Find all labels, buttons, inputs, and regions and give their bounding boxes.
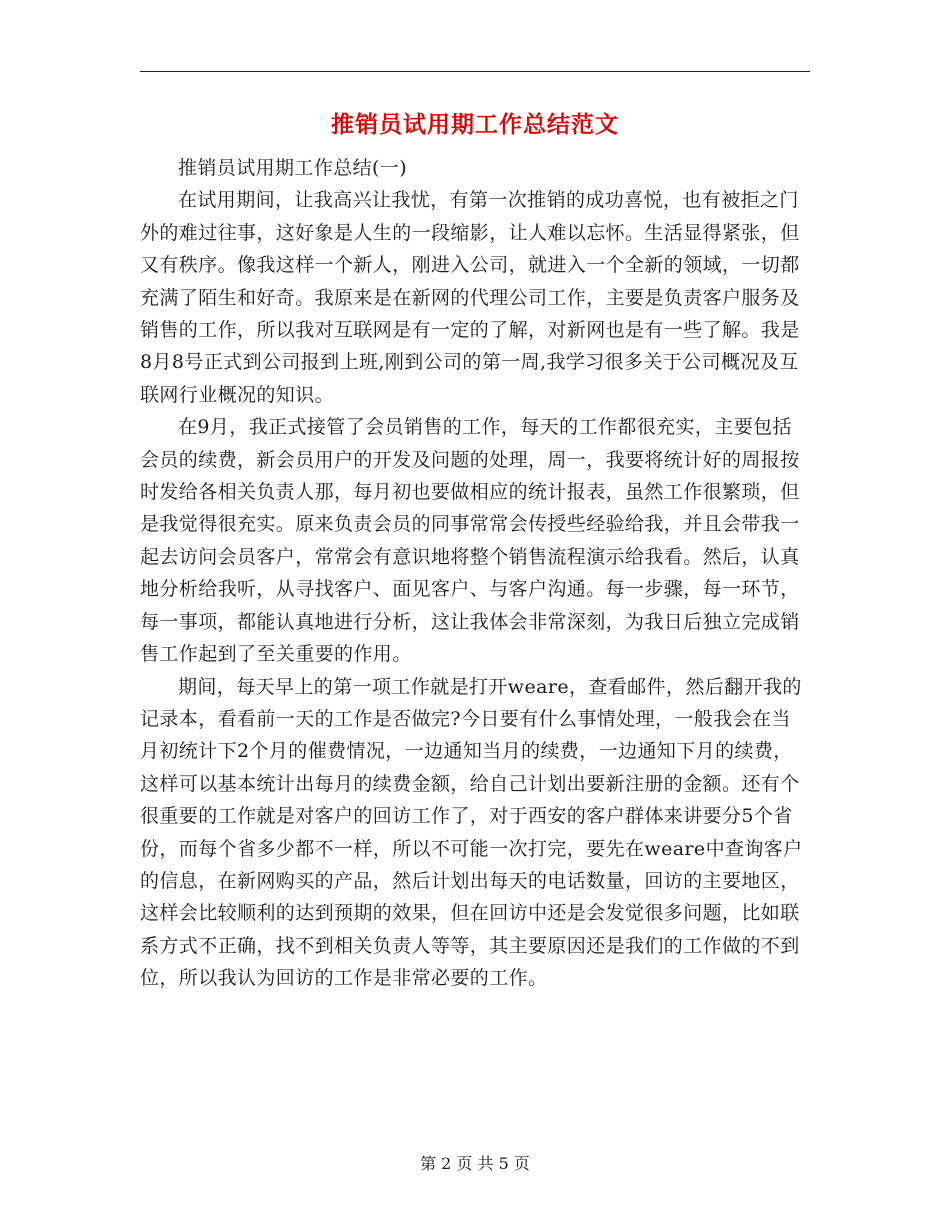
page-number: 第 2 页 共 5 页 [420, 1154, 530, 1173]
document-body [140, 152, 810, 995]
body-paragraph: 期间，每天早上的第一项工作就是打开weare，查看邮件，然后翻开我的记录本，看看前一天的工作是否做完?今日要有什么事情处理，一般我会在当月初统计下2个月的催费情况，一边通知当月的续费，一边通知下月的续费，这样可以基本统计出每月的续费金额，给自己计划出要新注册的金额。还有个很重要的工作就是对客户的回访工作了，对于西安的客户群体来讲要分5个省份，而每个省多少都不一样，所以不可能一次打完，要先在weare中查询客户的信息，在新网购买的产品，然后计划出每天的电话数量，回访的主要地区，这样会比较顺利的达到预期的效果，但在回访中还是会发觉很多问题，比如联系方式不正确，找不到相关负责人等等，其主要原因还是我们的工作做的不到位，所以我认为回访的工作是非常必要的工作。 [140, 675, 803, 990]
document-title: 推销员试用期工作总结范文 [331, 112, 619, 138]
section-heading: 推销员试用期工作总结(一) [178, 157, 408, 179]
body-paragraph: 在9月，我正式接管了会员销售的工作，每天的工作都很充实，主要包括会员的续费，新会员用户的开发及问题的处理，周一，我要将统计好的周报按时发给各相关负责人那，每月初也要做相应的统计报表，虽然工作很繁琐，但是我觉得很充实。原来负责会员的同事常常会传授些经验给我，并且会带我一起去访问会员客户，常常会有意识地将整个销售流程演示给我看。然后，认真地分析给我听，从寻找客户、面见客户、与客户沟通。每一步骤，每一环节，每一事项，都能认真地进行分析，这让我体会非常深刻，为我日后独立完成销售工作起到了至关重要的作用。 [140, 416, 800, 666]
header-rule [140, 71, 810, 72]
body-paragraph: 在试用期间，让我高兴让我忧，有第一次推销的成功喜悦，也有被拒之门外的难过往事，这好象是人生的一段缩影，让人难以忘怀。生活显得紧张，但又有秩序。像我这样一个新人，刚进入公司，就进入一个全新的领域，一切都充满了陌生和好奇。我原来是在新网的代理公司工作，主要是负责客户服务及销售的工作，所以我对互联网是有一定的了解，对新网也是有一些了解。我是8月8号正式到公司报到上班,刚到公司的第一周,我学习很多关于公司概况及互联网行业概况的知识。 [140, 189, 800, 406]
